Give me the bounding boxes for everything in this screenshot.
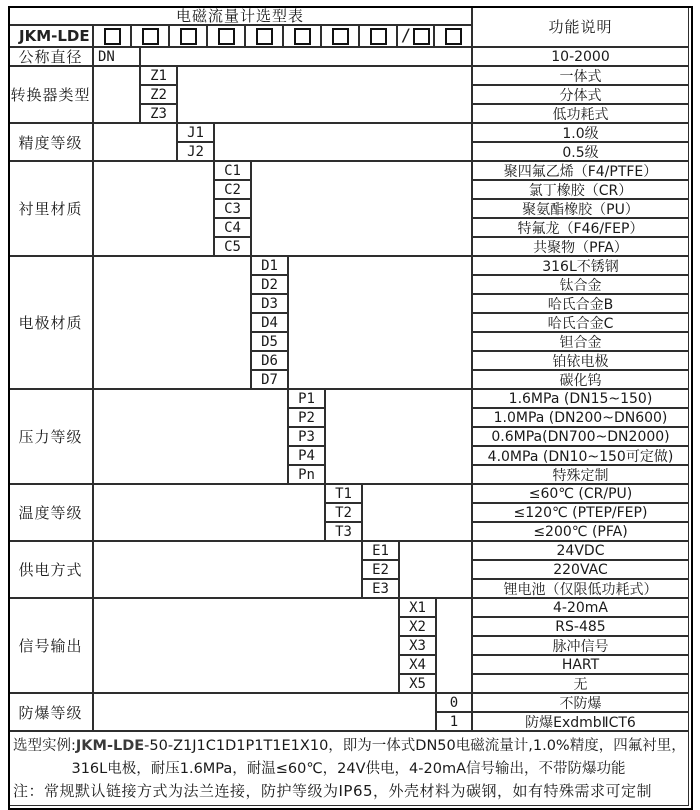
function-column-header: 功能说明 — [472, 6, 689, 47]
desc-cell-d5: 钽合金 — [472, 332, 689, 351]
note-line: 注：常规默认链接方式为法兰连接，防护等级为IP65，外壳材料为碳钢，如有特殊需求可定制 — [13, 782, 653, 801]
model-prefix-label: JKM-LDE — [8, 25, 93, 47]
code-cell-e1: E1 — [362, 541, 399, 560]
desc-cell-d2: 钛合金 — [472, 275, 689, 294]
code-cell-p1: P1 — [288, 389, 325, 408]
example-tail: -50-Z1J1C1D1P1T1E1X10，即为一体式DN50电磁流量计,1.0%精度，四氟衬里， — [144, 737, 686, 754]
model-checkbox-cell-4[interactable] — [207, 25, 245, 47]
empty-cell — [177, 66, 472, 123]
code-cell-c5: C5 — [214, 237, 251, 256]
checkbox-icon — [294, 28, 311, 45]
code-cell-t2: T2 — [325, 503, 362, 522]
code-cell-p3: P3 — [288, 427, 325, 446]
code-cell-d5: D5 — [251, 332, 288, 351]
code-cell-x5: X5 — [399, 674, 436, 693]
desc-cell-x4: HART — [472, 655, 689, 674]
desc-cell-c1: 聚四氟乙烯（F4/PTFE） — [472, 161, 689, 180]
checkbox-icon — [218, 28, 235, 45]
model-checkbox-cell-6[interactable] — [283, 25, 321, 47]
code-cell-t3: T3 — [325, 522, 362, 541]
footer-block — [8, 731, 689, 806]
desc-cell-c5: 共聚物（PFA） — [472, 237, 689, 256]
empty-cell — [436, 598, 472, 693]
code-cell-p2: P2 — [288, 408, 325, 427]
code-cell-d6: D6 — [251, 351, 288, 370]
empty-cell — [362, 484, 472, 541]
code-cell-z3: Z3 — [140, 104, 177, 123]
desc-cell-c2: 氯丁橡胶（CR） — [472, 180, 689, 199]
desc-cell-p3: 0.6MPa(DN700~DN2000) — [472, 427, 689, 446]
empty-cell — [251, 161, 472, 256]
section-label-temperature: 温度等级 — [8, 484, 93, 541]
empty-cell — [93, 66, 140, 123]
code-cell-z2: Z2 — [140, 85, 177, 104]
desc-cell-z2: 分体式 — [472, 85, 689, 104]
code-cell-c4: C4 — [214, 218, 251, 237]
code-cell-d4: D4 — [251, 313, 288, 332]
desc-cell-p1: 1.6MPa (DN15~150) — [472, 389, 689, 408]
code-cell-d2: D2 — [251, 275, 288, 294]
section-label-dn: 公称直径 — [8, 47, 93, 66]
empty-cell — [288, 256, 472, 389]
desc-cell-z3: 低功耗式 — [472, 104, 689, 123]
desc-cell-ex1: 防爆ExdmbⅡCT6 — [472, 712, 689, 731]
code-cell-x2: X2 — [399, 617, 436, 636]
empty-cell — [399, 541, 472, 598]
empty-cell — [93, 123, 177, 161]
model-checkbox-cell-1[interactable] — [93, 25, 131, 47]
code-cell-c2: C2 — [214, 180, 251, 199]
code-cell-j1: J1 — [177, 123, 214, 142]
section-label-power-supply: 供电方式 — [8, 541, 93, 598]
checkbox-icon — [445, 28, 462, 45]
desc-cell-e1: 24VDC — [472, 541, 689, 560]
code-cell-t1: T1 — [325, 484, 362, 503]
section-label-signal-output: 信号输出 — [8, 598, 93, 693]
example-line-1 — [13, 735, 684, 757]
code-cell-0: 0 — [436, 693, 472, 712]
table-title: 电磁流量计选型表 — [8, 6, 472, 25]
example-model: JKM-LDE — [75, 737, 145, 754]
desc-cell-j2: 0.5级 — [472, 142, 689, 161]
code-cell-e3: E3 — [362, 579, 399, 598]
example-prefix: 选型实例: — [13, 737, 76, 754]
desc-cell-c3: 聚氨酯橡胶（PU） — [472, 199, 689, 218]
code-cell-c3: C3 — [214, 199, 251, 218]
empty-cell — [93, 256, 251, 389]
desc-cell-t3: ≤200℃ (PFA) — [472, 522, 689, 541]
empty-cell — [93, 541, 362, 598]
slash-separator: / — [400, 26, 412, 46]
section-label-liner-material: 衬里材质 — [8, 161, 93, 256]
model-checkbox-cell-7[interactable] — [321, 25, 359, 47]
desc-cell-d3: 哈氏合金B — [472, 294, 689, 313]
desc-cell-d1: 316L不锈钢 — [472, 256, 689, 275]
section-label-accuracy: 精度等级 — [8, 123, 93, 161]
checkbox-icon — [180, 28, 197, 45]
desc-cell-t1: ≤60℃ (CR/PU) — [472, 484, 689, 503]
desc-cell-z1: 一体式 — [472, 66, 689, 85]
desc-cell-c4: 特氟龙（F46/FEP） — [472, 218, 689, 237]
desc-cell-x5: 无 — [472, 674, 689, 693]
section-label-explosion-proof: 防爆等级 — [8, 693, 93, 731]
desc-cell-p4: 4.0MPa (DN10~150可定做) — [472, 446, 689, 465]
empty-cell — [93, 598, 399, 693]
code-cell-dn: DN — [93, 47, 140, 66]
code-cell-c1: C1 — [214, 161, 251, 180]
checkbox-icon — [256, 28, 273, 45]
code-cell-d3: D3 — [251, 294, 288, 313]
model-checkbox-cell-5[interactable] — [245, 25, 283, 47]
empty-cell — [214, 123, 472, 161]
section-label-converter-type: 转换器类型 — [8, 66, 93, 123]
desc-cell-dn: 10-2000 — [472, 47, 689, 66]
code-cell-j2: J2 — [177, 142, 214, 161]
empty-cell — [325, 389, 472, 484]
checkbox-icon — [370, 28, 387, 45]
code-cell-z1: Z1 — [140, 66, 177, 85]
code-cell-x1: X1 — [399, 598, 436, 617]
empty-cell — [93, 484, 325, 541]
desc-cell-x2: RS-485 — [472, 617, 689, 636]
model-checkbox-cell-8[interactable] — [359, 25, 397, 47]
desc-cell-x3: 脉冲信号 — [472, 636, 689, 655]
desc-cell-d4: 哈氏合金C — [472, 313, 689, 332]
empty-cell — [93, 161, 214, 256]
empty-cell — [93, 693, 436, 731]
empty-cell — [93, 389, 288, 484]
desc-cell-ex0: 不防爆 — [472, 693, 689, 712]
code-cell-d1: D1 — [251, 256, 288, 275]
code-cell-x3: X3 — [399, 636, 436, 655]
desc-cell-d6: 铂铱电极 — [472, 351, 689, 370]
desc-cell-d7: 碳化钨 — [472, 370, 689, 389]
section-label-pressure: 压力等级 — [8, 389, 93, 484]
checkbox-icon — [104, 28, 121, 45]
model-checkbox-cell-9[interactable] — [397, 25, 434, 47]
checkbox-icon — [332, 28, 349, 45]
desc-cell-x1: 4-20mA — [472, 598, 689, 617]
model-checkbox-cell-3[interactable] — [169, 25, 207, 47]
empty-cell — [140, 47, 472, 66]
code-cell-e2: E2 — [362, 560, 399, 579]
checkbox-icon — [413, 28, 430, 45]
desc-cell-t2: ≤120℃ (PTEP/FEP) — [472, 503, 689, 522]
desc-cell-j1: 1.0级 — [472, 123, 689, 142]
code-cell-x4: X4 — [399, 655, 436, 674]
desc-cell-e2: 220VAC — [472, 560, 689, 579]
code-cell-1: 1 — [436, 712, 472, 731]
desc-cell-pn: 特殊定制 — [472, 465, 689, 484]
model-checkbox-cell-10[interactable] — [434, 25, 472, 47]
model-checkbox-cell-2[interactable] — [131, 25, 169, 47]
checkbox-icon — [142, 28, 159, 45]
section-label-electrode-material: 电极材质 — [8, 256, 93, 389]
code-cell-p4: P4 — [288, 446, 325, 465]
example-line-2: 316L电极，耐压1.6MPa，耐温≤60℃，24V供电，4-20mA信号输出，不带防爆功能 — [71, 760, 626, 777]
code-cell-d7: D7 — [251, 370, 288, 389]
code-cell-pn: Pn — [288, 465, 325, 484]
desc-cell-p2: 1.0MPa (DN200~DN600) — [472, 408, 689, 427]
desc-cell-e3: 锂电池（仅限低功耗式） — [472, 579, 689, 598]
